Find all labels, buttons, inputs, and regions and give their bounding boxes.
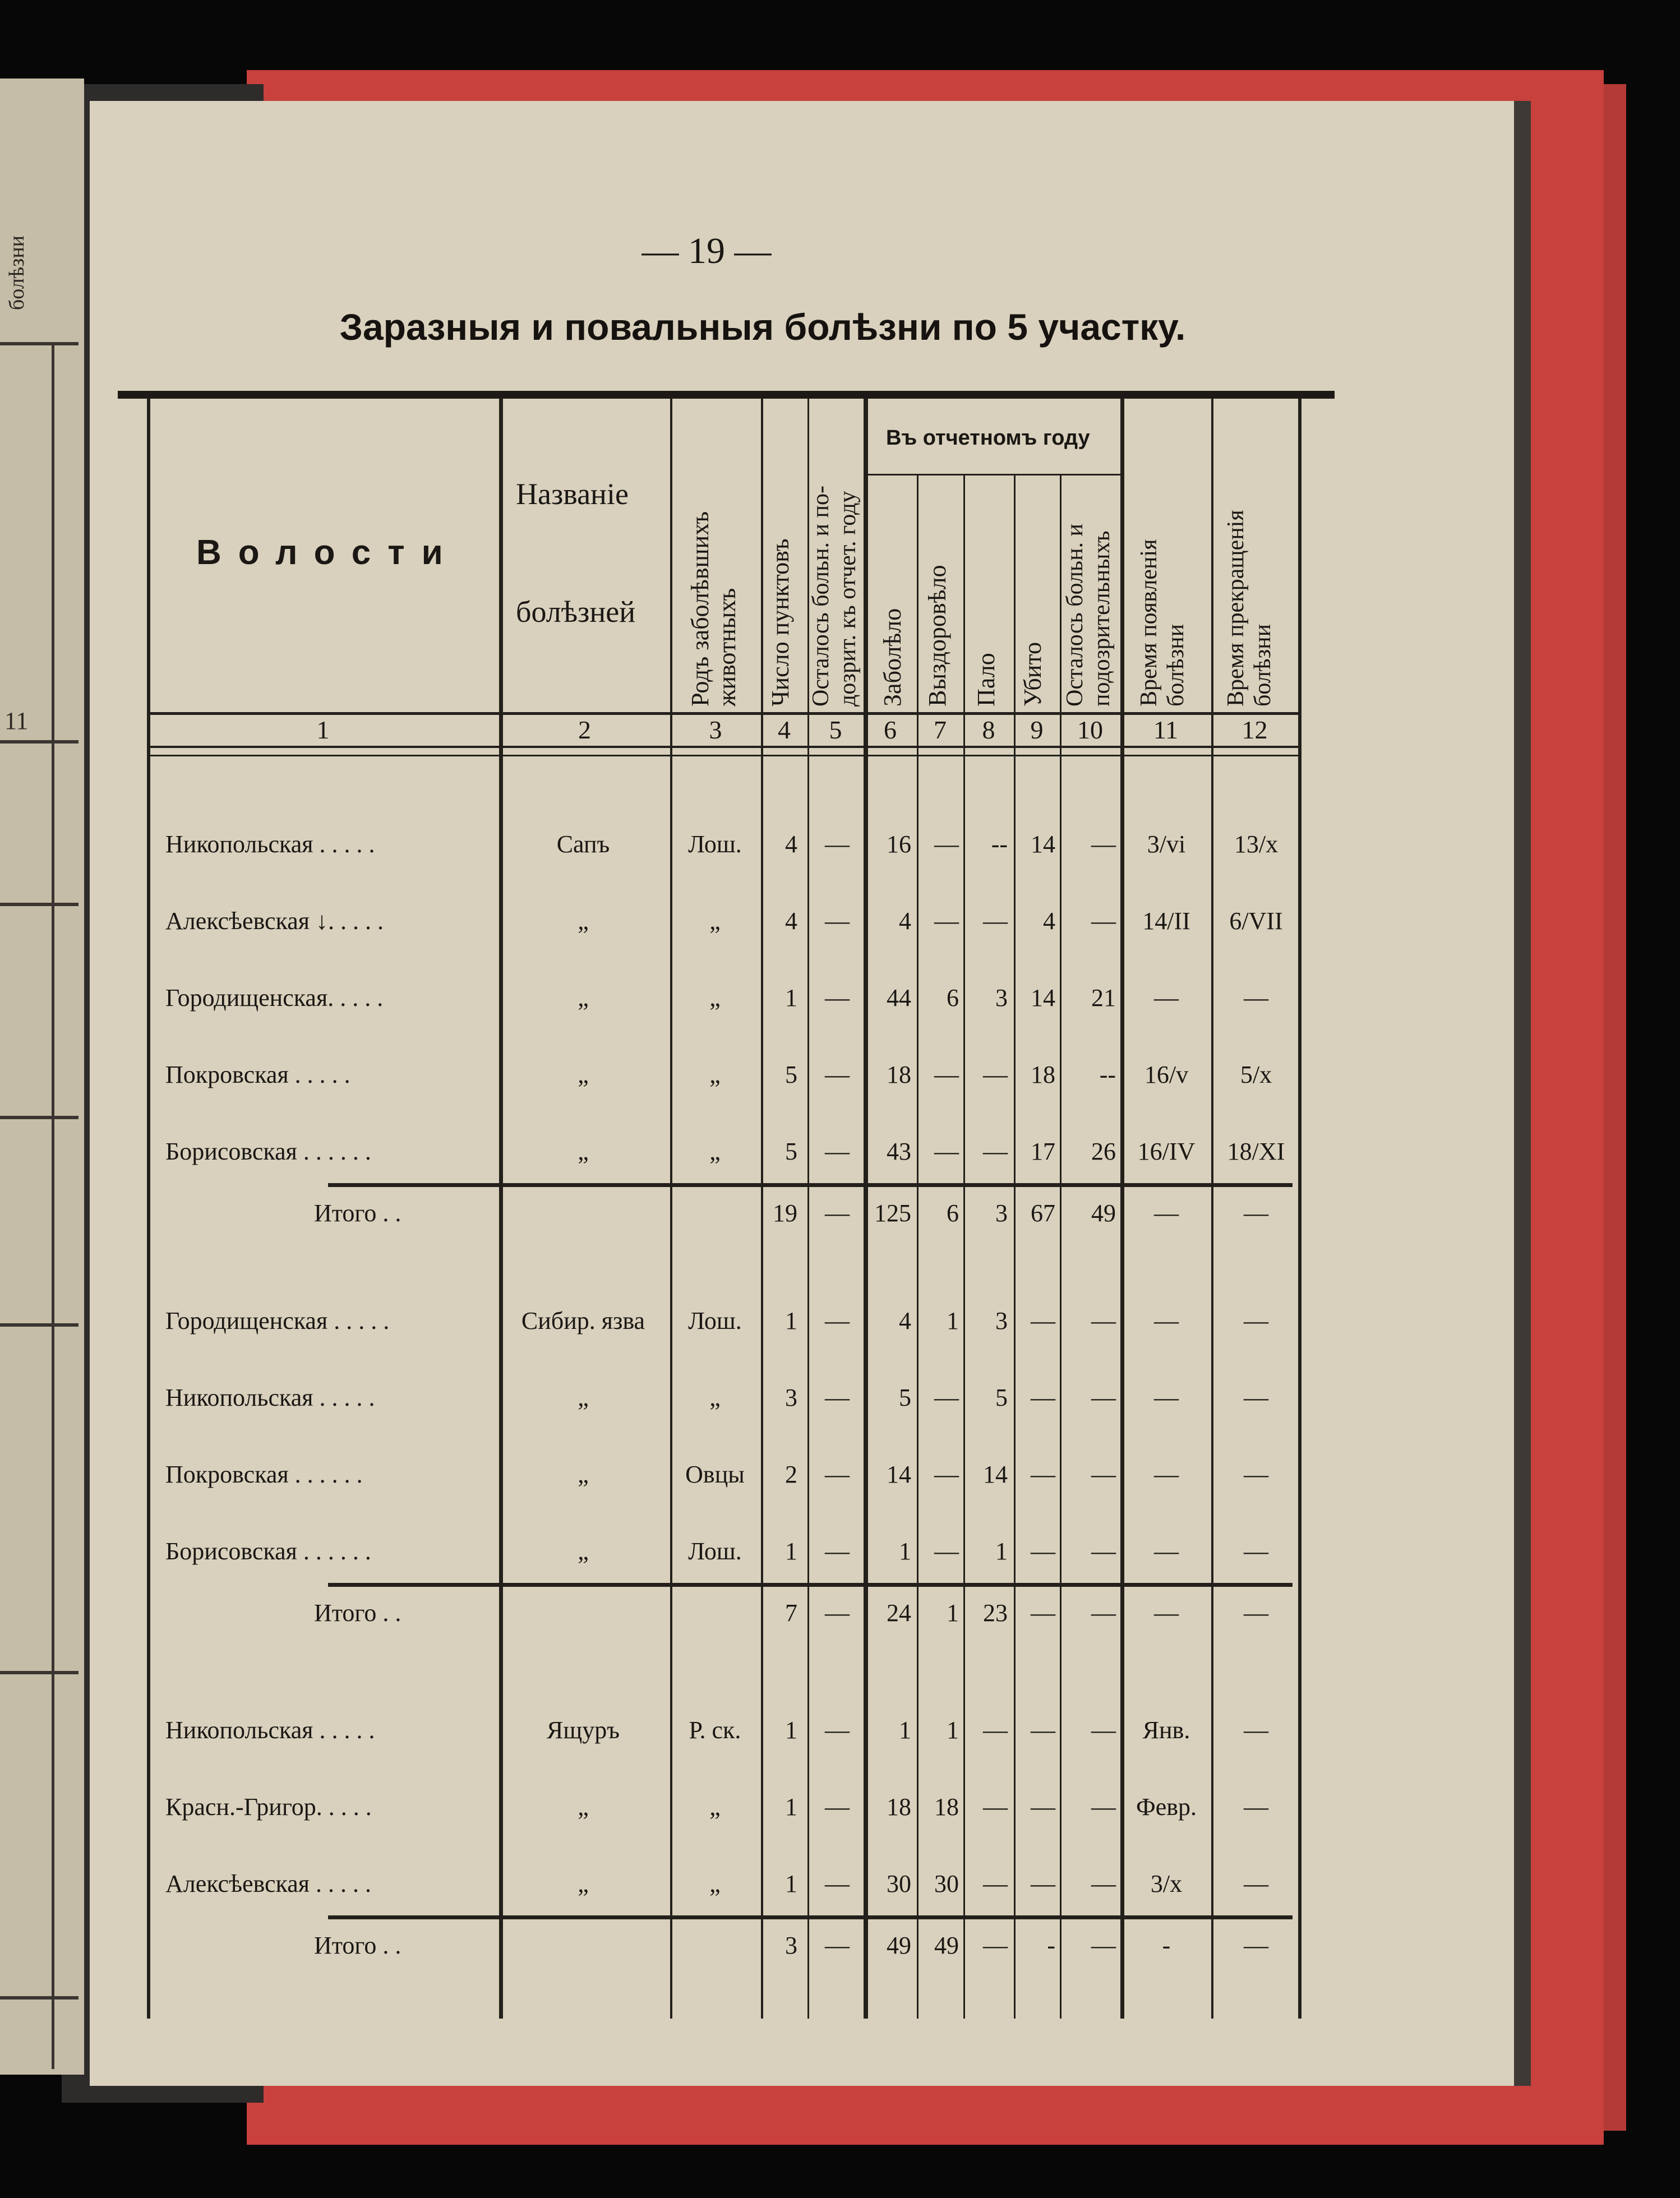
row-volost: Никопольская . . . . .	[165, 1716, 375, 1744]
row-disease: „	[578, 1537, 589, 1565]
header-remained-prev: Осталось больн. и по- дозрит. къ отчет. году	[808, 486, 861, 706]
cell-c4: 5	[785, 1061, 797, 1088]
row-disease: „	[578, 1061, 589, 1088]
cell-c11: Янв.	[1142, 1716, 1190, 1744]
column-number: 3	[709, 715, 722, 744]
cell-c6: 5	[899, 1384, 911, 1411]
total-rule	[328, 1183, 1293, 1187]
cell-c10: —	[1091, 1537, 1116, 1565]
book-cover-edge	[1604, 84, 1626, 2131]
cell-c9: 14	[1031, 984, 1055, 1012]
cell-c6: 1	[899, 1537, 911, 1565]
cell-c6: 24	[887, 1599, 911, 1627]
column-number: 12	[1241, 715, 1268, 744]
cell-c4: 1	[785, 1716, 797, 1744]
cell-c5: —	[825, 907, 850, 935]
cell-c12: —	[1244, 1599, 1268, 1627]
cell-c4: 3	[785, 1932, 797, 1959]
row-animal: „	[709, 1138, 721, 1165]
cell-c5: —	[825, 830, 850, 858]
cell-c5: —	[825, 1138, 850, 1165]
row-animal: Лош.	[688, 1537, 742, 1565]
row-animal: „	[709, 907, 721, 935]
cell-c4: 1	[785, 984, 797, 1012]
cell-c4: 4	[785, 907, 797, 935]
header-recovered: Выздоровѣло	[924, 565, 951, 706]
cell-c4: 1	[785, 1870, 797, 1897]
cell-c4: 3	[785, 1384, 797, 1411]
cell-c12: —	[1244, 1199, 1268, 1227]
cell-c9: —	[1031, 1599, 1055, 1627]
header-killed: Убито	[1019, 642, 1046, 706]
cell-c11: 3/vi	[1147, 830, 1186, 858]
cell-c9: 14	[1031, 830, 1055, 858]
row-volost: Никопольская . . . . .	[165, 830, 375, 858]
cell-c7: —	[934, 907, 959, 935]
column-rule	[963, 474, 965, 2019]
cell-c10: 26	[1091, 1138, 1116, 1165]
prev-page-header-text: болѣзни	[5, 236, 29, 311]
cell-c8: 3	[995, 1307, 1008, 1334]
row-disease: Сибир. язва	[521, 1307, 645, 1334]
prev-page-rule	[0, 1323, 79, 1327]
cell-c8: 14	[983, 1461, 1008, 1488]
cell-c6: 18	[887, 1793, 911, 1821]
table-top-rule	[118, 391, 1335, 399]
row-disease: „	[578, 984, 589, 1012]
row-animal: „	[709, 1870, 721, 1897]
cell-c5: —	[825, 1793, 850, 1821]
previous-page	[0, 78, 84, 2075]
column-rule	[499, 398, 503, 2019]
row-volost: Городищенская. . . . .	[165, 984, 384, 1012]
cell-c9: —	[1031, 1793, 1055, 1821]
cell-c7: 6	[947, 984, 959, 1012]
cell-c8: —	[983, 907, 1008, 935]
cell-c7: 6	[947, 1199, 959, 1227]
row-disease: „	[578, 1461, 589, 1488]
row-animal: Р. ск.	[689, 1716, 741, 1744]
column-number: 11	[1153, 715, 1179, 744]
row-volost: Покровская . . . . .	[165, 1061, 350, 1088]
cell-c12: —	[1244, 1793, 1268, 1821]
cell-c5: —	[825, 984, 850, 1012]
cell-c10: —	[1091, 1793, 1116, 1821]
column-rule	[1298, 398, 1301, 2019]
cell-c10: 21	[1091, 984, 1116, 1012]
cell-c6: 16	[887, 830, 911, 858]
cell-c9: —	[1031, 1537, 1055, 1565]
cell-c7: 1	[947, 1716, 959, 1744]
row-volost: Покровская . . . . . .	[165, 1461, 363, 1488]
cell-c12: 6/VII	[1229, 907, 1283, 935]
cell-c5: —	[825, 1932, 850, 1959]
cell-c12: 13/x	[1234, 830, 1279, 858]
cell-c6: 14	[887, 1461, 911, 1488]
column-rule	[864, 398, 868, 2019]
cell-c8: —	[983, 1870, 1008, 1897]
row-volost: Красн.-Григор. . . . .	[165, 1793, 372, 1821]
cell-c12: —	[1244, 1384, 1268, 1411]
cell-c6: 1	[899, 1716, 911, 1744]
prev-page-column-rule	[52, 342, 54, 2069]
header-disease-line1: Названіе	[516, 477, 629, 511]
cell-c7: —	[934, 1461, 959, 1488]
cell-c12: —	[1244, 1307, 1268, 1334]
cell-c10: —	[1091, 830, 1116, 858]
cell-c6: 44	[887, 984, 911, 1012]
cell-c7: —	[934, 830, 959, 858]
column-rule	[1120, 398, 1124, 2019]
header-cessation: Время прекращенія болѣзни	[1223, 510, 1276, 706]
page-edge-shadow	[1514, 101, 1531, 2086]
prev-page-rule	[0, 1671, 79, 1674]
cell-c11: —	[1154, 1307, 1179, 1334]
column-number: 1	[316, 715, 330, 744]
cell-c11: —	[1154, 984, 1179, 1012]
total-label: Итого . .	[314, 1932, 401, 1959]
row-disease: „	[578, 907, 589, 935]
cell-c6: 18	[887, 1061, 911, 1088]
cell-c5: —	[825, 1716, 850, 1744]
cell-c11: —	[1154, 1537, 1179, 1565]
cell-c11: 14/II	[1142, 907, 1190, 935]
cell-c11: —	[1154, 1461, 1179, 1488]
cell-c7: 49	[934, 1932, 959, 1959]
cell-c8: 1	[995, 1537, 1008, 1565]
cell-c8: —	[983, 1932, 1008, 1959]
cell-c8: --	[991, 830, 1008, 858]
cell-c11: —	[1154, 1384, 1179, 1411]
cell-c12: 5/x	[1240, 1061, 1272, 1088]
total-rule	[328, 1915, 1293, 1919]
cell-c9: —	[1031, 1307, 1055, 1334]
cell-c11: —	[1154, 1599, 1179, 1627]
column-rule	[761, 398, 763, 2019]
row-volost: Борисовская . . . . . .	[165, 1537, 371, 1565]
cell-c10: --	[1099, 1061, 1116, 1088]
cell-c6: 49	[887, 1932, 911, 1959]
row-disease: Сапъ	[556, 830, 610, 858]
column-rule	[670, 398, 672, 2019]
cell-c4: 1	[785, 1537, 797, 1565]
prev-page-rule	[0, 740, 79, 744]
cell-c9: —	[1031, 1870, 1055, 1897]
cell-c5: —	[825, 1384, 850, 1411]
row-disease: „	[578, 1138, 589, 1165]
cell-c6: 30	[887, 1870, 911, 1897]
row-animal: „	[709, 1793, 721, 1821]
header-disease-line2: болѣзней	[516, 595, 636, 629]
cell-c10: —	[1091, 1870, 1116, 1897]
page-title: Заразныя и повальныя болѣзни по 5 участку.	[339, 306, 1186, 348]
page-number: — 19 —	[641, 230, 772, 271]
column-rule	[1211, 398, 1213, 2019]
header-points: Число пунктовъ	[767, 538, 794, 706]
cell-c6: 4	[899, 907, 911, 935]
total-rule	[328, 1583, 1293, 1587]
header-report-year: Въ отчетномъ году	[886, 426, 1090, 450]
cell-c11: -	[1162, 1932, 1171, 1959]
header-rule	[147, 746, 1301, 748]
cell-c11: —	[1154, 1199, 1179, 1227]
cell-c10: —	[1091, 1716, 1116, 1744]
cell-c10: —	[1091, 1307, 1116, 1334]
cell-c6: 4	[899, 1307, 911, 1334]
cell-c5: —	[825, 1599, 850, 1627]
row-disease: „	[578, 1384, 589, 1411]
column-rule	[1014, 474, 1016, 2019]
cell-c10: —	[1091, 907, 1116, 935]
column-rule	[917, 474, 919, 2019]
cell-c12: —	[1244, 1461, 1268, 1488]
cell-c9: 17	[1031, 1138, 1055, 1165]
header-remained-sick: Осталось больн. и подозрительныхъ	[1062, 523, 1115, 706]
column-number: 7	[934, 715, 947, 744]
cell-c4: 7	[785, 1599, 797, 1627]
row-animal: „	[709, 1384, 721, 1411]
row-animal: „	[709, 1061, 721, 1088]
column-number: 2	[578, 715, 591, 744]
column-number: 6	[884, 715, 897, 744]
row-disease: „	[578, 1793, 589, 1821]
total-label: Итого . .	[314, 1199, 401, 1227]
cell-c4: 5	[785, 1138, 797, 1165]
cell-c12: —	[1244, 1932, 1268, 1959]
row-disease: „	[578, 1870, 589, 1897]
cell-c9: 4	[1043, 907, 1055, 935]
header-volosti: Волости	[196, 533, 460, 572]
cell-c10: 49	[1091, 1199, 1116, 1227]
cell-c5: —	[825, 1870, 850, 1897]
cell-c12: —	[1244, 1537, 1268, 1565]
cell-c7: 18	[934, 1793, 959, 1821]
cell-c7: —	[934, 1061, 959, 1088]
cell-c4: 1	[785, 1307, 797, 1334]
cell-c10: —	[1091, 1461, 1116, 1488]
cell-c8: 23	[983, 1599, 1008, 1627]
cell-c8: 3	[995, 984, 1008, 1012]
cell-c7: 1	[947, 1307, 959, 1334]
cell-c8: —	[983, 1138, 1008, 1165]
cell-c6: 125	[874, 1199, 911, 1227]
cell-c4: 19	[773, 1199, 797, 1227]
cell-c5: —	[825, 1307, 850, 1334]
cell-c6: 43	[887, 1138, 911, 1165]
prev-page-rule	[0, 1116, 79, 1119]
cell-c12: 18/XI	[1227, 1138, 1285, 1165]
cell-c5: —	[825, 1061, 850, 1088]
cell-c9: -	[1047, 1932, 1055, 1959]
cell-c12: —	[1244, 984, 1268, 1012]
cell-c7: —	[934, 1537, 959, 1565]
prev-page-rule	[0, 1996, 79, 2000]
cell-c12: —	[1244, 1870, 1268, 1897]
row-animal: Овцы	[685, 1461, 745, 1488]
row-animal: Лош.	[688, 1307, 742, 1334]
column-number: 4	[778, 715, 791, 744]
row-volost: Алексѣевская . . . . .	[165, 1870, 372, 1897]
cell-c12: —	[1244, 1716, 1268, 1744]
cell-c8: —	[983, 1061, 1008, 1088]
cell-c9: —	[1031, 1384, 1055, 1411]
cell-c10: —	[1091, 1932, 1116, 1959]
prev-page-rule	[0, 342, 79, 345]
header-animals: Родъ заболѣвшихъ животныхъ	[686, 511, 741, 706]
header-rule	[147, 755, 1301, 756]
cell-c5: —	[825, 1537, 850, 1565]
row-volost: Городищенская . . . . .	[165, 1307, 390, 1334]
header-fell-ill: Заболѣло	[879, 608, 906, 706]
cell-c10: —	[1091, 1384, 1116, 1411]
cell-c7: —	[934, 1138, 959, 1165]
row-animal: „	[709, 984, 721, 1012]
row-volost: Борисовская . . . . . .	[165, 1138, 371, 1165]
cell-c8: 3	[995, 1199, 1008, 1227]
cell-c11: 16/IV	[1137, 1138, 1196, 1165]
prev-page-col-num: 11	[4, 707, 29, 735]
row-disease: Ящуръ	[547, 1716, 620, 1744]
cell-c9: —	[1031, 1716, 1055, 1744]
cell-c5: —	[825, 1461, 850, 1488]
column-number: 9	[1030, 715, 1044, 744]
cell-c11: 16/v	[1144, 1061, 1189, 1088]
cell-c8: 5	[995, 1384, 1008, 1411]
row-animal: Лош.	[688, 830, 742, 858]
cell-c9: 18	[1031, 1061, 1055, 1088]
cell-c10: —	[1091, 1599, 1116, 1627]
cell-c4: 1	[785, 1793, 797, 1821]
column-number: 8	[982, 715, 995, 744]
header-appearance: Время появленія болѣзни	[1136, 539, 1189, 706]
row-volost: Алексѣевская ↓. . . . .	[165, 907, 384, 935]
cell-c8: —	[983, 1716, 1008, 1744]
column-rule	[147, 398, 150, 2019]
header-rule	[864, 474, 1120, 475]
book-page	[90, 101, 1520, 2086]
cell-c4: 4	[785, 830, 797, 858]
cell-c9: —	[1031, 1461, 1055, 1488]
cell-c11: 3/x	[1150, 1870, 1183, 1897]
header-died: Пало	[972, 653, 1000, 706]
cell-c5: —	[825, 1199, 850, 1227]
cell-c7: 30	[934, 1870, 959, 1897]
column-number: 5	[829, 715, 842, 744]
column-number: 10	[1077, 715, 1103, 744]
cell-c8: —	[983, 1793, 1008, 1821]
prev-page-rule	[0, 903, 79, 906]
row-volost: Никопольская . . . . .	[165, 1384, 375, 1411]
cell-c4: 2	[785, 1461, 797, 1488]
cell-c7: 1	[947, 1599, 959, 1627]
cell-c7: —	[934, 1384, 959, 1411]
cell-c11: Февр.	[1136, 1793, 1197, 1821]
total-label: Итого . .	[314, 1599, 401, 1627]
cell-c9: 67	[1031, 1199, 1055, 1227]
